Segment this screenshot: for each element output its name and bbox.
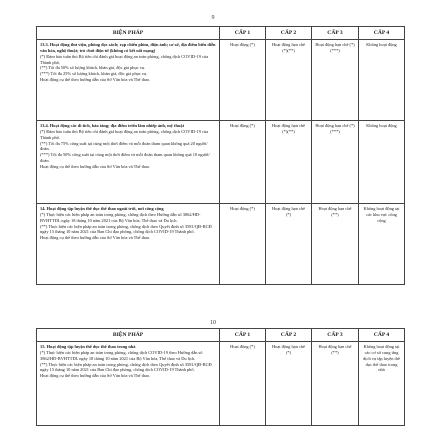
header-measure: BIỆN PHÁP <box>37 27 220 40</box>
measure-line: (*) Thực hiện các biện pháp an toàn trong phòng, chống dịch theo Hướng dẫn số 3862/HD-BVHTTDL ngày 18 tháng 10 năm 2021 của Bộ Văn hóa, Thể thao và Du lịch. <box>40 211 201 223</box>
measure-line: (*) Đảm bảo tuân thủ Bộ tiêu chí đánh giá hoạt động an toàn phòng, chống dịch COVID-19 của Thành phố. <box>40 128 209 140</box>
table-row <box>37 342 405 426</box>
measure-line: (**) Thực hiện các biện pháp an toàn trong phòng, chống dịch theo Quyết định số 3581/QĐ-BCĐ ngày 15 tháng 10 năm 2021 của Ban Chỉ đạo phòng, chống dịch COVID-19 Thành phố. <box>40 361 212 373</box>
header-level-3: CẤP 3 <box>312 27 359 40</box>
header-level-1: CẤP 1 <box>220 27 266 40</box>
measure-cell <box>37 342 220 426</box>
header-level-2: CẤP 2 <box>266 27 312 40</box>
level-4-cell: Không hoạt động <box>359 121 405 204</box>
header-level-2: CẤP 2 <box>266 329 312 342</box>
level-1-cell: Hoạt động (*) <box>220 40 266 121</box>
header-measure: BIỆN PHÁP <box>37 329 220 342</box>
page-number: 10 <box>210 320 216 326</box>
level-3-cell: Hoạt động hạn chế (**) <box>312 204 359 285</box>
level-3-cell: Hoạt động hạn chế (**) <box>312 342 359 426</box>
header-level-3: CẤP 3 <box>312 329 359 342</box>
measure-line: (**) Tối đa 75% công suất tại cùng một thời điểm và mỗi đoàn tham quan không quá 20 người/đoàn. <box>40 140 208 152</box>
measures-table <box>36 328 405 426</box>
measure-line: (**) Thực hiện các biện pháp an toàn trong phòng, chống dịch theo Quyết định số 3581/QĐ-BCĐ ngày 15 tháng 10 năm 2021 của Ban Chỉ đạo phòng, chống dịch COVID-19 Thành phố. <box>40 223 212 235</box>
level-4-cell: Không hoạt động tại các khu vực công cộng <box>359 204 405 285</box>
level-3-cell: Hoạt động hạn chế (*)(***) <box>312 121 359 204</box>
measure-line: (***) Tối đa 50% công suất tại cùng một thời điểm và mỗi đoàn tham quan không quá 10 người/đoàn. <box>40 152 210 164</box>
measure-title: 15. Hoạt động tập luyện thể dục thể thao trong nhà <box>40 344 136 349</box>
table-header-row <box>37 27 405 40</box>
level-2-cell: Hoạt động hạn chế (*) <box>266 204 312 285</box>
measure-line: Hoạt động cụ thể theo hướng dẫn của Sở Văn hóa và Thể thao. <box>40 235 151 241</box>
measure-line: (***) Tối đa 25% số lượng khách, khán giả, độc giả phục vụ. <box>40 71 148 77</box>
header-level-4: CẤP 4 <box>359 27 405 40</box>
measure-cell <box>37 204 220 285</box>
measure-line: (*) Thực hiện các biện pháp an toàn trong phòng, chống dịch COVID-19 theo Hướng dẫn số 3862/HD-BVHTTDL ngày 18 tháng 10 năm 2021 của Bộ Văn hóa, Thể thao và Du lịch. <box>40 349 203 361</box>
measure-title: 13.3. Hoạt động thư viện, phòng đọc sách; rạp chiếu phim, điện ảnh; cơ sở, địa điểm biểu diễn văn hóa, nghệ thuật; trò chơi điện tử (không có kết nối mạng) <box>40 42 216 53</box>
table-row <box>37 121 405 204</box>
measure-line: Hoạt động cụ thể theo hướng dẫn của Sở Văn hóa và Thể thao. <box>40 164 151 170</box>
table-row <box>37 204 405 285</box>
level-1-cell: Hoạt động (*) <box>220 342 266 426</box>
measure-title: 13.4. Hoạt động các di tích, bảo tàng; địa điểm triển lãm nhiếp ảnh, mỹ thuật <box>40 123 185 128</box>
measure-line: (*) Đảm bảo tuân thủ Bộ tiêu chí đánh giá hoạt động an toàn phòng, chống dịch COVID-19 của Thành phố. <box>40 53 209 65</box>
measures-table <box>36 26 405 285</box>
table-header-row <box>37 329 405 342</box>
measure-line: (**) Tối đa 50% số lượng khách, khán giả, độc giả phục vụ. <box>40 65 146 71</box>
header-level-4: CẤP 4 <box>359 329 405 342</box>
level-2-cell: Hoạt động hạn chế (*)(**) <box>266 40 312 121</box>
measure-line: Hoạt động cụ thể theo hướng dẫn của Sở Văn hóa và Thể thao. <box>40 77 151 83</box>
level-3-cell: Hoạt động hạn chế (*)(***) <box>312 40 359 121</box>
page-number: 9 <box>211 15 215 21</box>
level-1-cell: Hoạt động (*) <box>220 121 266 204</box>
table-row <box>37 40 405 121</box>
header-level-1: CẤP 1 <box>220 329 266 342</box>
measure-line: Hoạt động cụ thể theo hướng dẫn của Sở Văn hóa và Thể thao. <box>40 373 151 379</box>
level-4-cell: Không hoạt động tại các cơ sở cung ứng dịch vụ tập luyện thể dục thể thao trong nhà <box>359 342 405 426</box>
measure-cell <box>37 121 220 204</box>
measure-title: 14. Hoạt động tập luyện thể dục thể thao ngoài trời, nơi công cộng <box>40 206 164 211</box>
level-2-cell: Hoạt động hạn chế (*)(**) <box>266 121 312 204</box>
level-2-cell: Hoạt động hạn chế (*) <box>266 342 312 426</box>
level-4-cell: Không hoạt động <box>359 40 405 121</box>
measure-cell <box>37 40 220 121</box>
level-1-cell: Hoạt động (*) <box>220 204 266 285</box>
